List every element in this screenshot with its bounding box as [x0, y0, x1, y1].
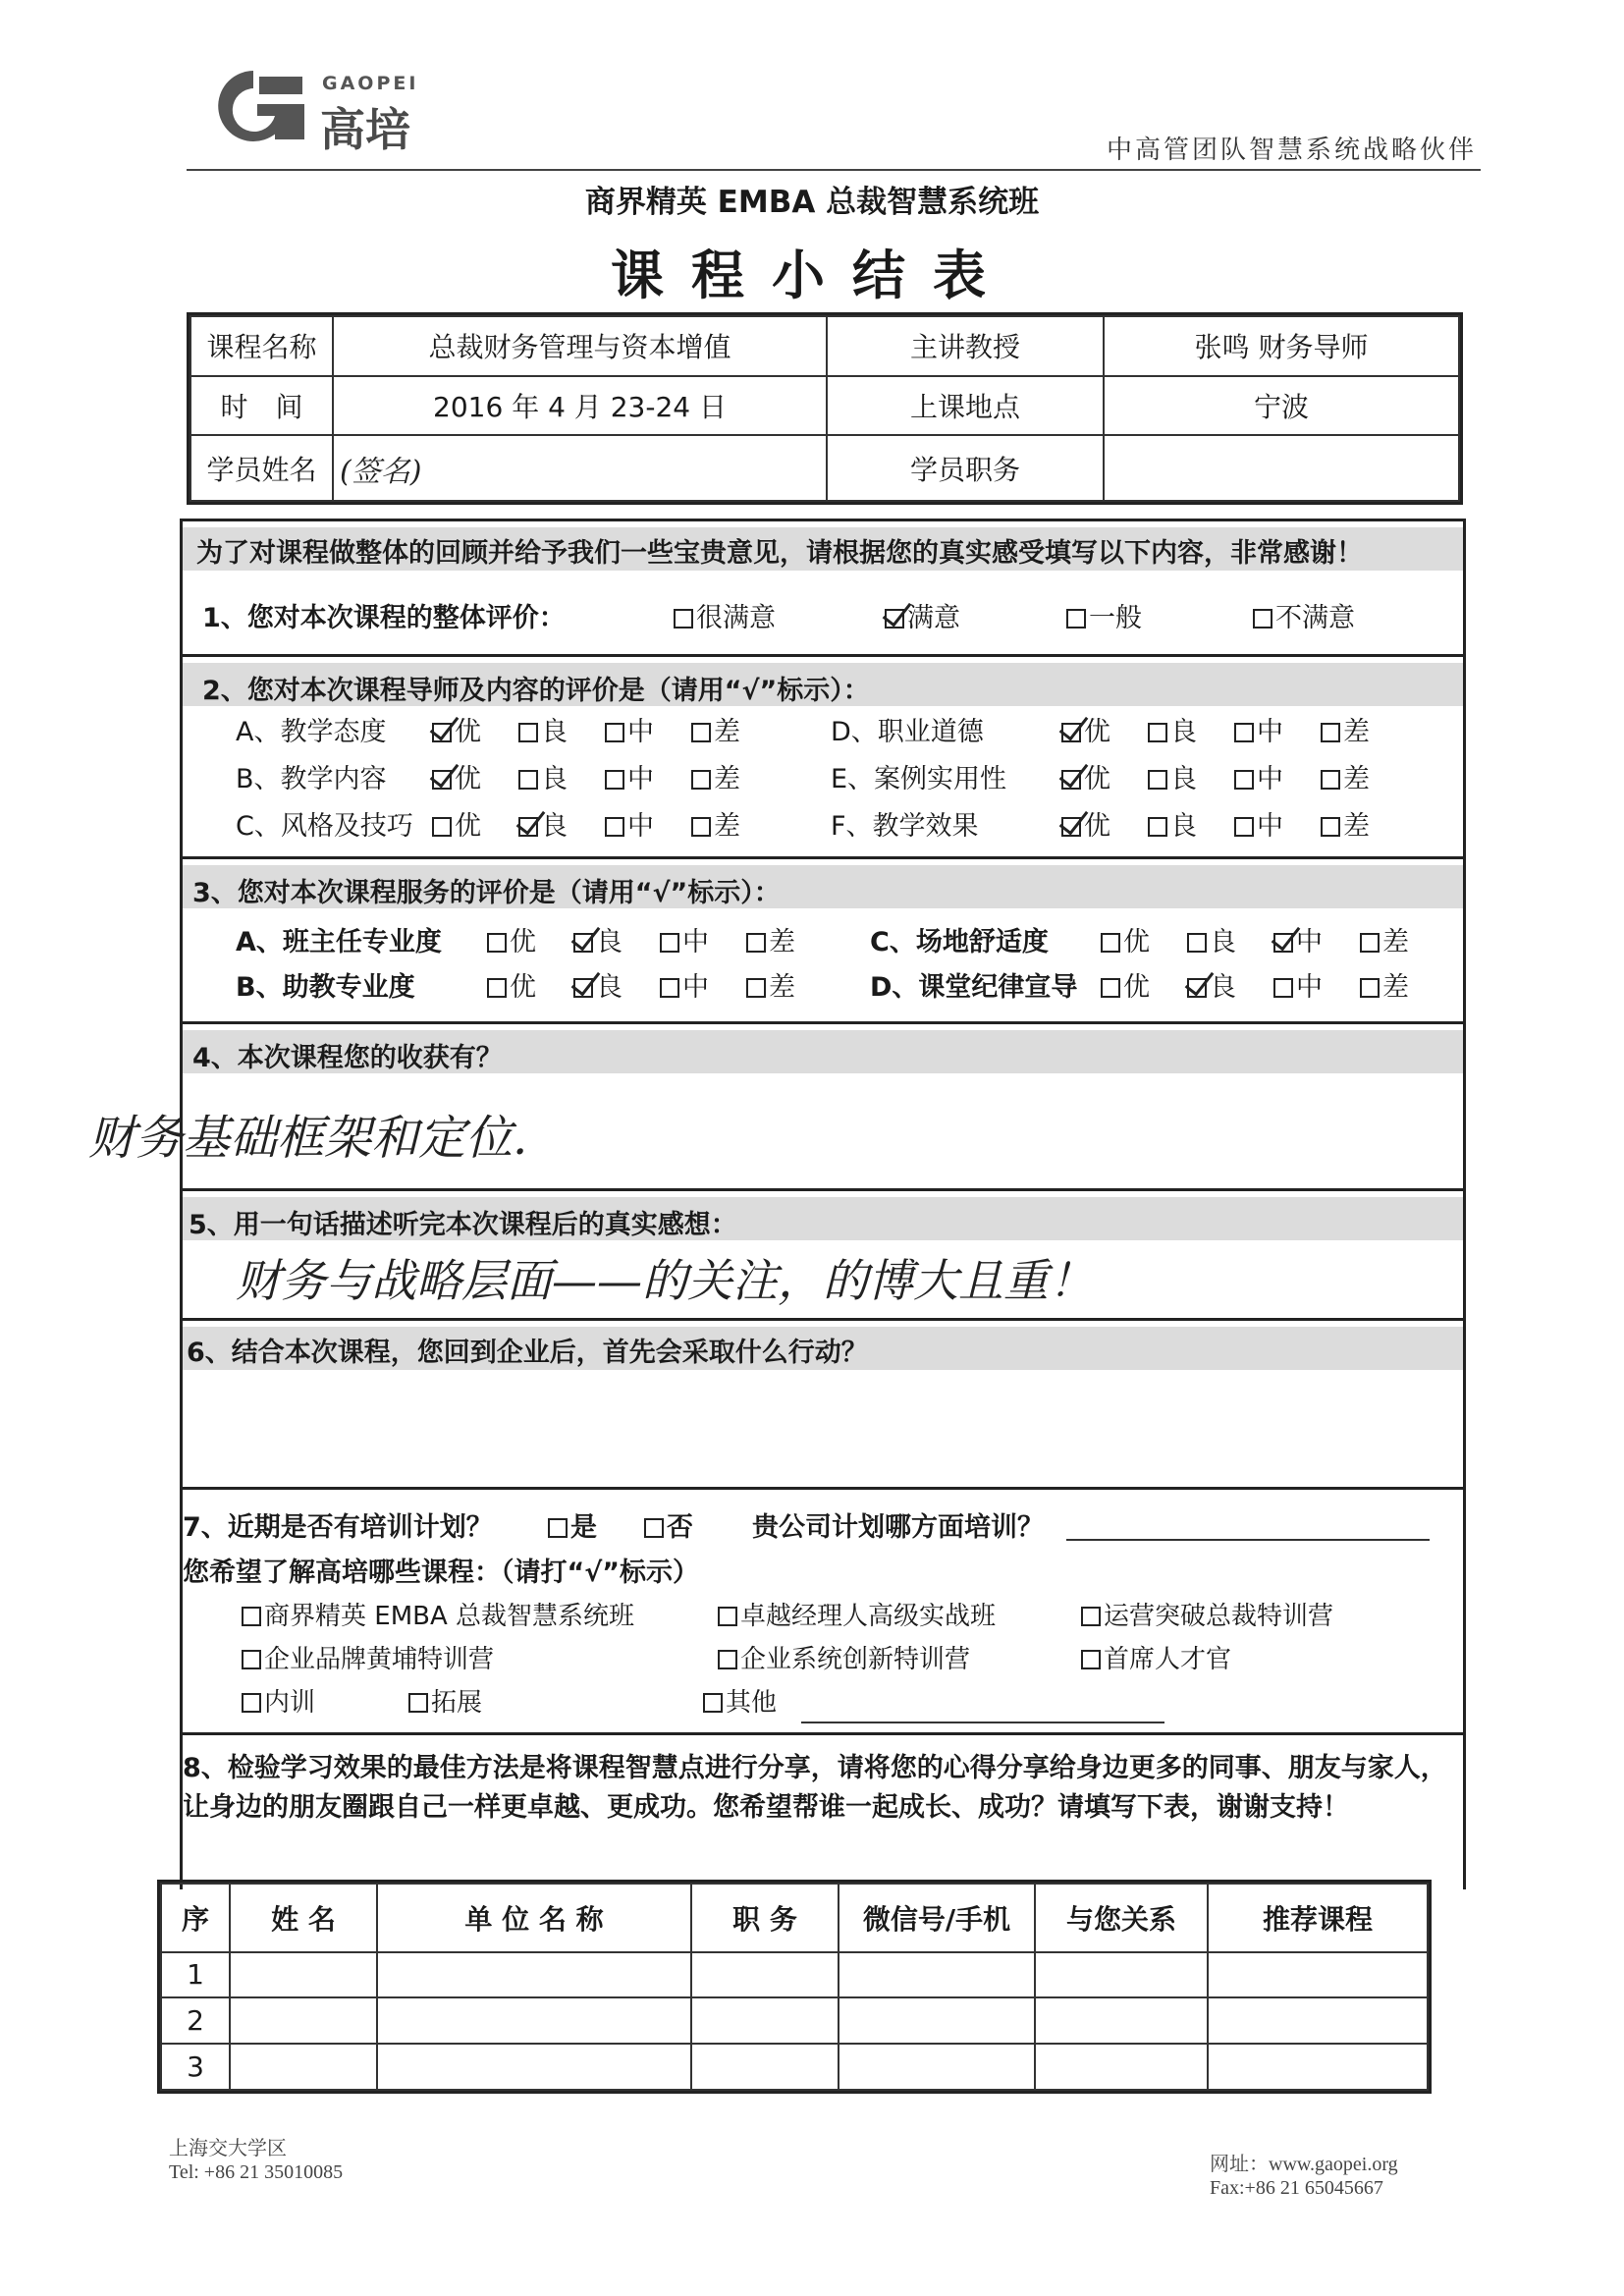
q7-course-option[interactable]: 商界精英 EMBA 总裁智慧系统班: [242, 1596, 634, 1632]
q2-grade-option[interactable]: 差: [691, 757, 740, 795]
q2-grade-option[interactable]: 良: [518, 710, 568, 748]
q8-section: [180, 1732, 1466, 1889]
table-cell[interactable]: [1208, 1952, 1428, 1998]
checkbox-checked[interactable]: [573, 933, 593, 953]
checkbox[interactable]: [691, 723, 711, 742]
q3-item-label: A、班主任专业度: [236, 927, 442, 957]
table-cell[interactable]: [691, 2044, 839, 2090]
table-cell[interactable]: [1035, 1997, 1208, 2044]
row-index: 3: [161, 2044, 230, 2090]
q2-grade-option[interactable]: 差: [691, 804, 740, 843]
checkbox[interactable]: [703, 1693, 723, 1713]
q6-label: 6、结合本次课程，您回到企业后，首先会采取什么行动？: [187, 1338, 868, 1368]
q4-label: 4、本次课程您的收获有？: [192, 1043, 503, 1073]
checkbox-checked[interactable]: [432, 723, 452, 742]
checkbox[interactable]: [1101, 933, 1120, 953]
location-label: 上课地点: [827, 376, 1104, 436]
tagline: 中高管团队智慧系统战略伙伴: [1106, 136, 1477, 165]
q7-course-option[interactable]: 卓越经理人高级实战班: [718, 1596, 996, 1632]
row-index: 2: [161, 1997, 230, 2044]
checkbox[interactable]: [487, 933, 507, 953]
q2-grade-option[interactable]: 良: [518, 757, 568, 795]
footer-campus-name: 上海交大学区: [169, 2138, 287, 2159]
checkbox[interactable]: [1273, 978, 1293, 998]
q2-grade-option[interactable]: 良: [1148, 710, 1197, 748]
q2-item-label: E、案例实用性: [831, 764, 1007, 794]
q7-course-option[interactable]: 运营突破总裁特训营: [1081, 1596, 1333, 1632]
checkbox[interactable]: [1321, 770, 1340, 790]
q3-grade-option[interactable]: 中: [1273, 965, 1323, 1004]
q2-grade-option[interactable]: 优: [432, 804, 481, 843]
q7-course-option[interactable]: 企业系统创新特训营: [718, 1639, 970, 1675]
brand-english: GAOPEI: [322, 73, 419, 94]
q2-item-label: C、风格及技巧: [236, 811, 413, 842]
q2-grade-option[interactable]: 中: [1234, 804, 1283, 843]
checkbox[interactable]: [432, 817, 452, 837]
table-cell[interactable]: [691, 1952, 839, 1998]
referral-table: [157, 1880, 1432, 2094]
q2-grade-option[interactable]: 差: [1321, 757, 1370, 795]
q3-grade-option[interactable]: 差: [746, 965, 795, 1004]
table-cell[interactable]: [230, 1997, 377, 2044]
checkbox[interactable]: [1101, 978, 1120, 998]
q2-item-label: F、教学效果: [831, 811, 979, 842]
table-cell[interactable]: [1035, 2044, 1208, 2090]
checkbox[interactable]: [691, 817, 711, 837]
table-cell[interactable]: [1035, 1952, 1208, 1998]
checkbox[interactable]: [1234, 770, 1254, 790]
q2-grade-option[interactable]: 中: [605, 757, 654, 795]
table-cell[interactable]: [839, 2044, 1035, 2090]
q2-item-label: B、教学内容: [236, 764, 387, 794]
table-cell[interactable]: [839, 1952, 1035, 1998]
checkbox[interactable]: [1081, 1650, 1101, 1669]
program-subtitle: 商界精英 EMBA 总裁智慧系统班: [584, 185, 1040, 220]
checkbox-checked[interactable]: [573, 978, 593, 998]
checkbox[interactable]: [518, 770, 538, 790]
q3-grade-option[interactable]: 中: [660, 965, 709, 1004]
checkbox[interactable]: [718, 1650, 737, 1669]
q2-section: [180, 654, 1466, 856]
q3-grade-option[interactable]: 中: [1273, 920, 1323, 958]
checkbox[interactable]: [605, 770, 624, 790]
table-row: [161, 2044, 1428, 2090]
q3-grade-option[interactable]: 差: [746, 920, 795, 958]
q3-grade-option[interactable]: 良: [573, 965, 623, 1004]
q7-plan-line[interactable]: [1066, 1539, 1430, 1541]
q7-course-option[interactable]: 拓展: [408, 1682, 482, 1719]
checkbox[interactable]: [644, 1518, 664, 1538]
table-row: [161, 1952, 1428, 1998]
q7-label: 7、近期是否有培训计划？: [183, 1512, 493, 1543]
q2-grade-option[interactable]: 差: [691, 710, 740, 748]
location-value: 宁波: [1104, 376, 1459, 436]
q7-course-option[interactable]: 首席人才官: [1081, 1639, 1231, 1675]
q2-grade-option[interactable]: 良: [1148, 757, 1197, 795]
col-header-relation: 与您关系: [1035, 1884, 1208, 1952]
intro-q1-section: [180, 519, 1466, 654]
q2-grade-option[interactable]: 优: [432, 757, 481, 795]
checkbox[interactable]: [660, 933, 679, 953]
col-header-index: 序: [161, 1884, 230, 1952]
student-signature: (签名): [340, 454, 422, 489]
checkbox[interactable]: [1187, 933, 1207, 953]
table-cell[interactable]: [1208, 2044, 1428, 2090]
table-cell[interactable]: [230, 1952, 377, 1998]
checkbox[interactable]: [487, 978, 507, 998]
checkbox[interactable]: [691, 770, 711, 790]
q3-section: [180, 856, 1466, 1021]
table-cell[interactable]: [377, 1997, 691, 2044]
q3-item-label: C、场地舒适度: [870, 927, 1049, 957]
student-name-value: [333, 435, 827, 501]
table-cell[interactable]: [377, 1952, 691, 1998]
q3-grade-option[interactable]: 良: [1187, 965, 1236, 1004]
col-header-wechat: 微信号/手机: [839, 1884, 1035, 1952]
q2-grade-option[interactable]: 差: [1321, 710, 1370, 748]
q3-grade-option[interactable]: 差: [1360, 965, 1409, 1004]
table-cell[interactable]: [230, 2044, 377, 2090]
checkbox-checked[interactable]: [1061, 770, 1081, 790]
q3-grade-option[interactable]: 优: [1101, 965, 1150, 1004]
checkbox-checked[interactable]: [1187, 978, 1207, 998]
q1-option-unsatisfied[interactable]: 不满意: [1253, 596, 1355, 634]
checkbox[interactable]: [1148, 817, 1167, 837]
student-name-label: 学员姓名: [190, 435, 333, 501]
checkbox-checked[interactable]: [1273, 933, 1293, 953]
time-label: 时 间: [190, 376, 333, 436]
checkbox[interactable]: [242, 1607, 261, 1626]
q2-grade-option[interactable]: 优: [1061, 757, 1110, 795]
student-position-label: 学员职务: [827, 435, 1104, 501]
q3-grade-option[interactable]: 差: [1360, 920, 1409, 958]
checkbox[interactable]: [242, 1693, 261, 1713]
q1-option-very-satisfied[interactable]: 很满意: [674, 596, 776, 634]
q7-sub-label: 您希望了解高培哪些课程：（请打“√”标示）: [183, 1558, 699, 1588]
header-divider: [187, 169, 1481, 171]
checkbox[interactable]: [746, 933, 766, 953]
q2-grade-option[interactable]: 优: [432, 710, 481, 748]
col-header-course: 推荐课程: [1208, 1884, 1428, 1952]
checkbox[interactable]: [1148, 723, 1167, 742]
q2-grade-option[interactable]: 中: [1234, 757, 1283, 795]
lecturer-label: 主讲教授: [827, 316, 1104, 376]
q3-item-label: B、助教专业度: [236, 972, 415, 1003]
q2-grade-option[interactable]: 中: [605, 710, 654, 748]
footer-fax: Fax:+86 21 65045667: [1210, 2177, 1383, 2199]
q7-course-option[interactable]: 其他: [703, 1682, 777, 1719]
footer-contact: [1210, 2153, 1398, 2200]
q7-section: [180, 1487, 1466, 1732]
col-header-company: 单 位 名 称: [377, 1884, 691, 1952]
checkbox-checked[interactable]: [518, 817, 538, 837]
checkbox-checked[interactable]: [885, 609, 904, 629]
q4-handwritten-answer: 财务基础框架和定位.: [88, 1111, 528, 1166]
checkbox[interactable]: [1066, 609, 1086, 629]
q2-grade-option[interactable]: 良: [518, 804, 568, 843]
q2-grade-option[interactable]: 差: [1321, 804, 1370, 843]
checkbox[interactable]: [660, 978, 679, 998]
checkbox[interactable]: [1081, 1607, 1101, 1626]
q3-grade-option[interactable]: 优: [1101, 920, 1150, 958]
q1-option-average[interactable]: 一般: [1066, 596, 1142, 634]
q6-section: [180, 1318, 1466, 1487]
checkbox[interactable]: [1321, 723, 1340, 742]
footer-tel: Tel: +86 21 35010085: [169, 2161, 344, 2183]
footer-campus: [169, 2137, 343, 2184]
q1-label: 1、您对本次课程的整体评价：: [202, 603, 566, 633]
q2-grade-option[interactable]: 优: [1061, 710, 1110, 748]
course-info-table: [187, 312, 1463, 505]
course-name-value: 总裁财务管理与资本增值: [333, 316, 827, 376]
q2-grade-option[interactable]: 中: [605, 804, 654, 843]
checkbox-checked[interactable]: [1061, 723, 1081, 742]
checkbox[interactable]: [518, 723, 538, 742]
checkbox[interactable]: [1253, 609, 1272, 629]
form-title: 课程小结表: [611, 245, 1013, 306]
q2-item-label: D、职业道德: [831, 717, 984, 747]
q5-handwritten-answer: 财务与战略层面——的关注，的博大且重！: [236, 1254, 1094, 1307]
q8-text: 8、检验学习效果的最佳方法是将课程智慧点进行分享，请将您的心得分享给身边更多的同事、朋友与家人，让身边的朋友圈跟自己一样更卓越、更成功。您希望帮谁一起成长、成功？请填写下表，谢谢支持！: [183, 1753, 1447, 1823]
col-header-name: 姓 名: [230, 1884, 377, 1952]
q2-item-label: A、教学态度: [236, 717, 387, 747]
checkbox[interactable]: [548, 1518, 568, 1538]
table-cell[interactable]: [1208, 1997, 1428, 2044]
q3-grade-option[interactable]: 良: [1187, 920, 1236, 958]
footer-website[interactable]: 网址：www.gaopei.org: [1210, 2154, 1398, 2175]
table-row: [161, 1997, 1428, 2044]
q3-grade-option[interactable]: 中: [660, 920, 709, 958]
checkbox-checked[interactable]: [432, 770, 452, 790]
checkbox[interactable]: [1321, 817, 1340, 837]
table-cell[interactable]: [377, 2044, 691, 2090]
lecturer-value: 张鸣 财务导师: [1104, 316, 1459, 376]
q2-grade-option[interactable]: 良: [1148, 804, 1197, 843]
checkbox[interactable]: [674, 609, 693, 629]
checkbox[interactable]: [1148, 770, 1167, 790]
q3-grade-option[interactable]: 优: [487, 965, 536, 1004]
checkbox[interactable]: [242, 1650, 261, 1669]
q7-course-option[interactable]: 内训: [242, 1682, 315, 1719]
checkbox[interactable]: [1360, 978, 1380, 998]
intro-text: 为了对课程做整体的回顾并给予我们一些宝贵意见，请根据您的真实感受填写以下内容，非常感谢！: [196, 538, 1363, 569]
checkbox[interactable]: [1234, 723, 1254, 742]
q2-label: 2、您对本次课程导师及内容的评价是（请用“√”标示）：: [202, 676, 870, 706]
q1-option-satisfied[interactable]: 满意: [885, 596, 960, 634]
table-cell[interactable]: [691, 1997, 839, 2044]
row-index: 1: [161, 1952, 230, 1998]
q2-grade-option[interactable]: 优: [1061, 804, 1110, 843]
course-name-label: 课程名称: [190, 316, 333, 376]
q7-option-no[interactable]: 否: [644, 1505, 693, 1544]
q7-course-option[interactable]: 企业品牌黄埔特训营: [242, 1639, 494, 1675]
checkbox[interactable]: [746, 978, 766, 998]
q7-plan-question: 贵公司计划哪方面培训？: [752, 1512, 1044, 1543]
brand-chinese: 高培: [320, 103, 410, 156]
checkbox-checked[interactable]: [1061, 817, 1081, 837]
checkbox[interactable]: [605, 817, 624, 837]
q7-option-yes[interactable]: 是: [548, 1505, 597, 1544]
q3-item-label: D、课堂纪律宣导: [870, 972, 1078, 1003]
table-cell[interactable]: [839, 1997, 1035, 2044]
q5-label: 5、用一句话描述听完本次课程后的真实感想：: [189, 1210, 737, 1240]
q2-grade-option[interactable]: 中: [1234, 710, 1283, 748]
checkbox[interactable]: [1234, 817, 1254, 837]
checkbox[interactable]: [605, 723, 624, 742]
student-position-value: [1104, 435, 1459, 501]
q7-other-line[interactable]: [801, 1722, 1164, 1723]
gaopei-logo-icon: [196, 65, 312, 145]
checkbox[interactable]: [718, 1607, 737, 1626]
checkbox[interactable]: [408, 1693, 428, 1713]
checkbox[interactable]: [1360, 933, 1380, 953]
col-header-position: 职 务: [691, 1884, 839, 1952]
q3-label: 3、您对本次课程服务的评价是（请用“√”标示）：: [192, 878, 781, 908]
q3-grade-option[interactable]: 优: [487, 920, 536, 958]
q3-grade-option[interactable]: 良: [573, 920, 623, 958]
time-value: 2016 年 4 月 23-24 日: [333, 376, 827, 436]
